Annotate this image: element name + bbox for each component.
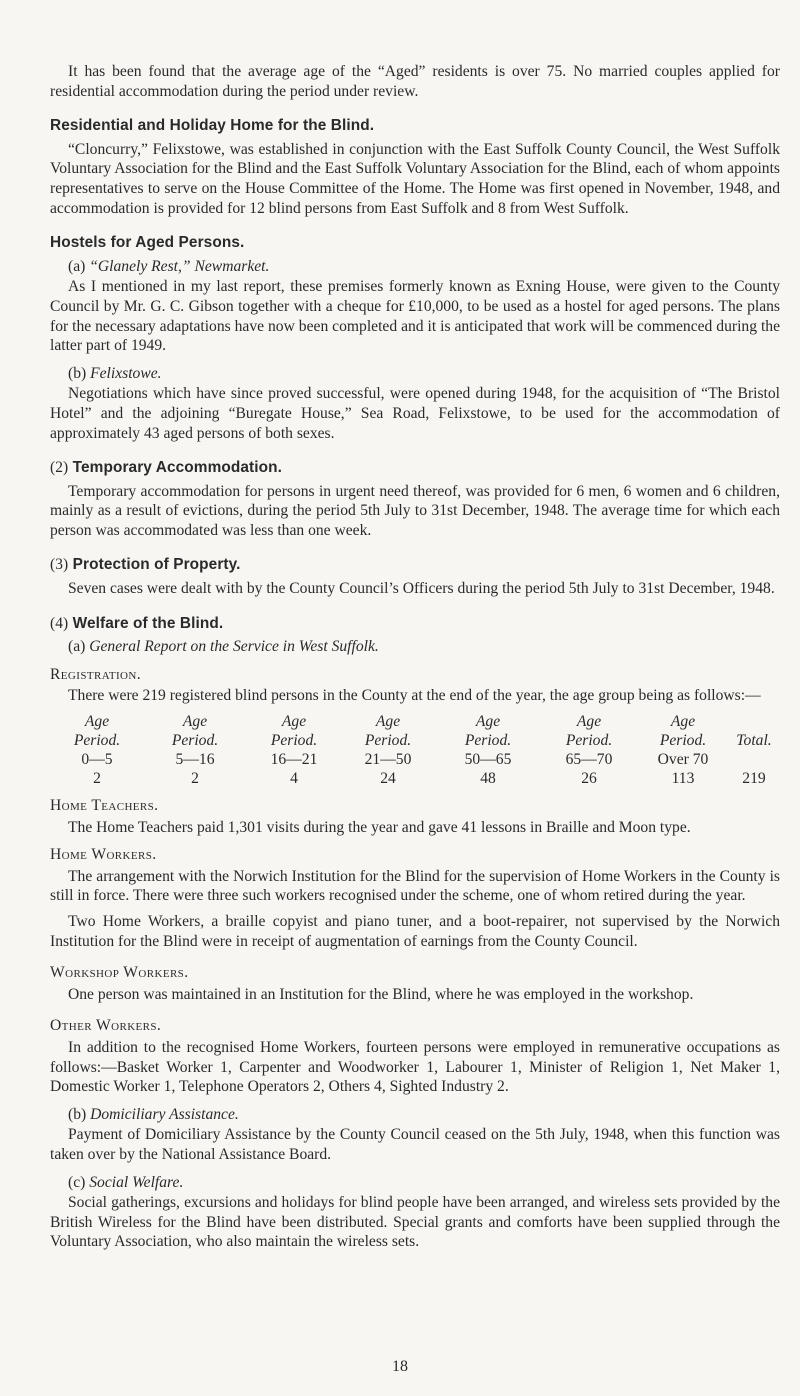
welfare-a-subheading xyxy=(50,637,780,657)
home-workers-heading: Home Workers. xyxy=(50,846,157,864)
blind-home-heading: Residential and Holiday Home for the Blind. xyxy=(50,117,375,135)
blind-home-paragraph: “Cloncurry,” Felixstowe, was established in conjunction with the East Suffolk County Council, the West Suffolk Voluntary Association for the Blind and the East Suffolk Voluntary Association for the Blind, each of whom appoints representatives to serve on the House Committee of the Home. The Home was first opened in November, 1948, and accommodation is provided for 12 blind persons from East Suffolk and 8 from West Suffolk. xyxy=(50,140,780,217)
welfare-b-label: (b) xyxy=(68,1105,87,1123)
age-range-cell: 5—16 xyxy=(175,751,215,769)
age-range-cell xyxy=(728,750,780,769)
age-table-header-cell: Age xyxy=(576,713,602,731)
intro-paragraph: It has been found that the average age of the “Aged” residents is over 75. No married couples applied for residential accommodation during the period under review. xyxy=(50,63,780,100)
hostels-b-title: Felixstowe. xyxy=(90,364,162,382)
document-page xyxy=(50,62,780,1252)
age-table-counts-row xyxy=(52,769,780,788)
page-number: 18 xyxy=(392,1358,408,1375)
property-heading xyxy=(50,555,780,575)
welfare-a-label: (a) xyxy=(68,638,86,656)
welfare-title: Welfare of the Blind. xyxy=(72,614,224,632)
age-count-cell: 113 xyxy=(671,770,695,788)
workshop-paragraph: One person was maintained in an Institution for the Blind, where he was employed in the workshop. xyxy=(68,985,694,1003)
age-total-cell: 219 xyxy=(742,770,766,788)
home-teachers-paragraph: The Home Teachers paid 1,301 visits during the year and gave 41 lessons in Braille and Moon type. xyxy=(68,818,691,836)
age-count-cell: 48 xyxy=(480,770,496,788)
temp-paragraph: Temporary accommodation for persons in urgent need thereof, was provided for 6 men, 6 women and 6 children, mainly as a result of evictions, during the period 5th July to 31st December, 1948. The average time for which each person was accommodated was less than one week. xyxy=(50,482,780,539)
age-range-cell: 65—70 xyxy=(565,751,613,769)
other-workers-heading: Other Workers. xyxy=(50,1017,162,1035)
welfare-c-label: (c) xyxy=(68,1173,86,1191)
age-group-table xyxy=(52,712,780,788)
age-count-cell: 2 xyxy=(191,770,199,788)
age-table-ranges-row xyxy=(52,750,780,769)
age-count-cell: 24 xyxy=(380,770,396,788)
welfare-b-subheading xyxy=(50,1105,780,1125)
age-table-header-cell: Age xyxy=(670,713,696,731)
age-table-header-bottom xyxy=(52,731,780,750)
workshop-heading: Workshop Workers. xyxy=(50,964,189,982)
temp-title: Temporary Accommodation. xyxy=(72,459,282,477)
hostels-heading: Hostels for Aged Persons. xyxy=(50,234,245,252)
property-number: (3) xyxy=(50,556,69,574)
welfare-number: (4) xyxy=(50,614,69,632)
age-count-cell: 26 xyxy=(581,770,597,788)
temp-number: (2) xyxy=(50,459,69,477)
age-table-header-top xyxy=(52,712,780,731)
registration-heading: Registration. xyxy=(50,665,141,683)
age-count-cell: 4 xyxy=(290,770,298,788)
welfare-b-title: Domiciliary Assistance. xyxy=(90,1105,239,1123)
hostels-b-paragraph: Negotiations which have since proved successful, were opened during 1948, for the acquisition of “The Bristol Hotel” and the adjoining “Buregate House,” Sea Road, Felixstowe, to be used for the accommodation of approximately 43 aged persons of both sexes. xyxy=(50,385,780,442)
hostels-a-title: “Glanely Rest,” Newmarket. xyxy=(89,257,270,275)
age-range-cell: 0—5 xyxy=(81,751,113,769)
welfare-c-subheading xyxy=(50,1173,780,1193)
property-paragraph: Seven cases were dealt with by the County Council’s Officers during the period 5th July to 31st December, 1948. xyxy=(68,580,775,598)
age-table-header-cell xyxy=(728,712,780,731)
age-table-header-cell: Age xyxy=(84,713,110,731)
age-table-header-cell: Period. xyxy=(364,732,412,750)
age-table-header-cell: Period. xyxy=(270,732,318,750)
property-title: Protection of Property. xyxy=(72,556,241,574)
temp-heading xyxy=(50,458,780,478)
age-range-cell: 16—21 xyxy=(270,751,318,769)
registration-paragraph: There were 219 registered blind persons in the County at the end of the year, the age group being as follows:— xyxy=(68,687,761,705)
age-table-header-cell: Period. xyxy=(171,732,219,750)
home-workers-paragraph-2: Two Home Workers, a braille copyist and piano tuner, and a boot-repairer, not supervised by the Norwich Institution for the Blind were in receipt of augmentation of earnings from the County Council. xyxy=(50,913,780,950)
age-table-header-cell: Period. xyxy=(73,732,121,750)
welfare-c-paragraph: Social gatherings, excursions and holidays for blind people have been arranged, and wireless sets provided by the British Wireless for the Blind have been distributed. Special grants and comforts have been supplied through the Voluntary Association, who also maintain the wireless sets. xyxy=(50,1194,780,1251)
age-range-cell: 50—65 xyxy=(464,751,512,769)
age-range-cell: Over 70 xyxy=(657,751,709,769)
hostels-a-subheading xyxy=(50,257,780,277)
age-table-header-cell: Total. xyxy=(736,732,772,750)
welfare-c-title: Social Welfare. xyxy=(89,1173,184,1191)
welfare-heading xyxy=(50,614,780,634)
age-table-header-cell: Period. xyxy=(565,732,613,750)
other-workers-paragraph: In addition to the recognised Home Workers, fourteen persons were employed in remunerative occupations as follows:—Basket Worker 1, Carpenter and Woodworker 1, Labourer 1, Minister of Religion 1, Net Maker 1, Domestic Worker 1, Telephone Operators 2, Others 4, Sighted Industry 2. xyxy=(50,1038,780,1096)
age-table-header-cell: Age xyxy=(182,713,208,731)
age-count-cell: 2 xyxy=(93,770,101,788)
welfare-b-paragraph: Payment of Domiciliary Assistance by the County Council ceased on the 5th July, 1948, when this function was taken over by the National Assistance Board. xyxy=(50,1126,780,1163)
hostels-a-paragraph: As I mentioned in my last report, these premises formerly known as Exning House, were given to the County Council by Mr. G. C. Gibson together with a cheque for £10,000, to be used as a hostel for aged persons. The plans for the necessary adaptations have now been completed and it is anticipated that work will be commenced during the latter part of 1949. xyxy=(50,278,780,355)
welfare-a-title: General Report on the Service in West Suffolk. xyxy=(89,638,379,656)
age-table-header-cell: Age xyxy=(375,713,401,731)
hostels-b-label: (b) xyxy=(68,364,87,382)
hostels-a-label: (a) xyxy=(68,257,86,275)
age-table-header-cell: Age xyxy=(281,713,307,731)
home-teachers-heading: Home Teachers. xyxy=(50,797,159,815)
age-table-header-cell: Age xyxy=(475,713,501,731)
home-workers-paragraph-1: The arrangement with the Norwich Institution for the Blind for the supervision of Home Workers in the County is still in force. There were three such workers recognised under the scheme, one of whom retired during the year. xyxy=(50,867,780,905)
hostels-b-subheading xyxy=(50,364,780,384)
age-range-cell: 21—50 xyxy=(364,751,412,769)
age-table-header-cell: Period. xyxy=(464,732,512,750)
age-table-header-cell: Period. xyxy=(659,732,707,750)
